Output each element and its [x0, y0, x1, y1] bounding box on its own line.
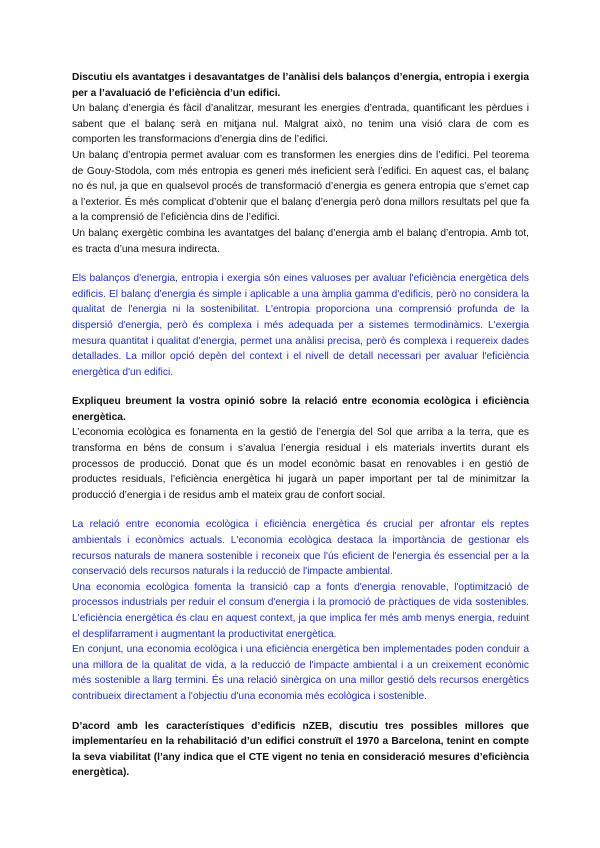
spacer [72, 503, 529, 517]
answer-2-2: Una economia ecològica fomenta la transició cap a fonts d'energia renovable, l'optimització de processos industrials per reduir el consum d'energia i la promoció de pràctiques de vida sostenibles. L'eficiència energètica és clau en aquest context, ja que implica fer més amb menys energia, reduint el desplifarrament i augmentant la productivitat energètica. [72, 581, 529, 640]
document-page [72, 70, 529, 781]
spacer [72, 257, 529, 271]
answer-1-1: Els balanços d'energia, entropia i exergia són eines valuoses per avaluar l'eficiència energètica dels edificis. El balanç d'energia és simple i aplicable a una àmplia gamma d'edificis, però no considera la qualitat de l'energia ni la sostenibilitat. L'entropia proporciona una comprensió profunda de la dispersió d'energia, però és complexa i més adequada per a sistemes termodinàmics. L'exergia mesura quantitat i qualitat d'energia, permet una anàlisi precisa, però és complexa i requereix dades detallades. La millor opció depèn del context i el nivell de detall necessari per avaluar l'eficiència energètica d'un edifici. [72, 273, 529, 378]
spacer [72, 705, 529, 719]
answer-2-3: En conjunt, una economia ecològica i una eficiència energètica ben implementades poden conduir a una millora de la qualitat de vida, a la reducció de l'impacte ambiental i a un creixement econòmic més sostenible a llarg termini. És una relació sinèrgica on una millor gestió dels recursos energètics contribueix directament a l'objectiu d'una economia més ecològica i sostenible. [72, 644, 529, 702]
question-2: Expliqueu breument la vostra opinió sobre la relació entre economia ecològica i eficiència energètica. [72, 396, 529, 423]
paragraph-1-2: Un balanç d’entropia permet avaluar com es transformen les energies dins de l’edifici. Pel teorema de Gouy-Stodola, com més entropia es generi més ineficient serà l’edifici. En aquest cas, el balanç no és nul, ja que en qualsevol procés de transformació d’energia es genera entropia que s’emet cap a l’exterior. És més complicat d’obtenir que el balanç d’energia però dona millors resultats pel que fa a la comprensió de l’eficiència dins de l’edifici. [72, 149, 529, 224]
paragraph-2-1: L’economia ecològica es fonamenta en la gestió de l’energia del Sol que arriba a la terra, que es transforma en béns de consum i s’avalua l’energia residual i els materials invertits durant els processos de producció. Donat que és un model econòmic basat en renovables i en gestió de productes residuals, l’eficiència energètica hi jugarà un paper important per tal de minimitzar la producció d’energia i de residus amb el mateix grau de confort social. [72, 427, 529, 501]
paragraph-1-1: Un balanç d’energia és fàcil d’analitzar, mesurant les energies d’entrada, quantificant les pèrdues i sabent que el balanç serà en mitjana nul. Malgrat això, no tenim una visió clara de com es comporten les transformacions d’energia dins de l’edifici. [72, 103, 529, 146]
paragraph-1-3: Un balanç exergètic combina les avantatges del balanç d’energia amb el balanç d’entropia. Amb tot, es tracta d’una mesura indirecta. [72, 227, 529, 255]
question-3: D’acord amb les característiques d’edificis nZEB, discutiu tres possibles millores que implementaríeu en la rehabilitació d’un edifici construït el 1970 a Barcelona, tenint en compte la seva viabilitat (l’any indica que el CTE vigent no tenia en consideració mesures d’eficiència energètica). [72, 720, 529, 779]
spacer [72, 380, 529, 394]
question-1: Discutiu els avantatges i desavantatges de l’anàlisi dels balanços d’energia, entropia i exergia per a l’avaluació de l’eficiència d’un edifici. [72, 72, 529, 99]
answer-2-1: La relació entre economia ecològica i eficiència energètica és crucial per afrontar els reptes ambientals i econòmics actuals. L'economia ecològica destaca la importància de gestionar els recursos naturals de manera sostenible i reconeix que l'ús eficient de l'energia és essencial per a la conservació dels recursos naturals i la reducció de l'impacte ambiental. [72, 519, 529, 578]
